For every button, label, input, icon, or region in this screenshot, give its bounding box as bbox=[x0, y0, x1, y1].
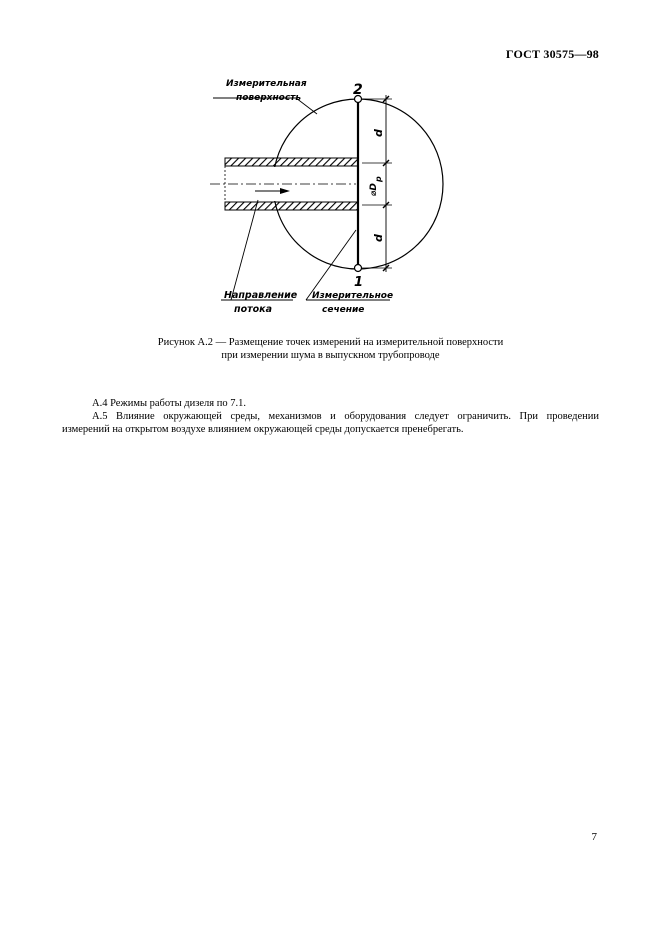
figure-caption-line1: Рисунок А.2 — Размещение точек измерений на измерительной поверхности bbox=[157, 337, 504, 348]
paragraph-a5-line1: А.5 Влияние окружающей среды, механизмов и оборудования следует ограничить. При проведении bbox=[92, 411, 599, 422]
measurement-point-1 bbox=[355, 265, 362, 272]
flow-leader bbox=[231, 200, 258, 300]
flow-label-line2: потока bbox=[234, 304, 272, 315]
dim-diameter-subscript: p bbox=[374, 176, 383, 182]
paragraph-a5-line2: измерений на открытом воздухе влиянием окружающей среды допускается пренебрегать. bbox=[62, 424, 464, 435]
dim-d-bottom-label: d bbox=[372, 234, 385, 242]
surface-label-line1: Измерительная bbox=[226, 79, 307, 89]
section-leader bbox=[306, 230, 356, 300]
pipe-wall-top bbox=[225, 158, 358, 166]
surface-label-line2: поверхность bbox=[236, 93, 302, 103]
point-1-label: 1 bbox=[354, 275, 364, 290]
measurement-diagram bbox=[0, 0, 661, 330]
section-label-line2: сечение bbox=[322, 305, 365, 315]
dim-d-top-label: d bbox=[372, 129, 385, 137]
flow-label-line1: Направление bbox=[224, 290, 298, 301]
figure-caption-line2: при измерении шума в выпускном трубопроводе bbox=[221, 350, 440, 361]
paragraph-a4: А.4 Режимы работы дизеля по 7.1. bbox=[92, 398, 246, 409]
point-2-label: 2 bbox=[353, 82, 363, 98]
standard-number: ГОСТ 30575—98 bbox=[505, 47, 599, 61]
pipe-wall-bottom bbox=[225, 202, 358, 210]
page-number: 7 bbox=[591, 831, 597, 843]
section-label-line1: Измерительное bbox=[312, 291, 394, 301]
dim-diameter-label: ⌀D bbox=[369, 183, 379, 196]
